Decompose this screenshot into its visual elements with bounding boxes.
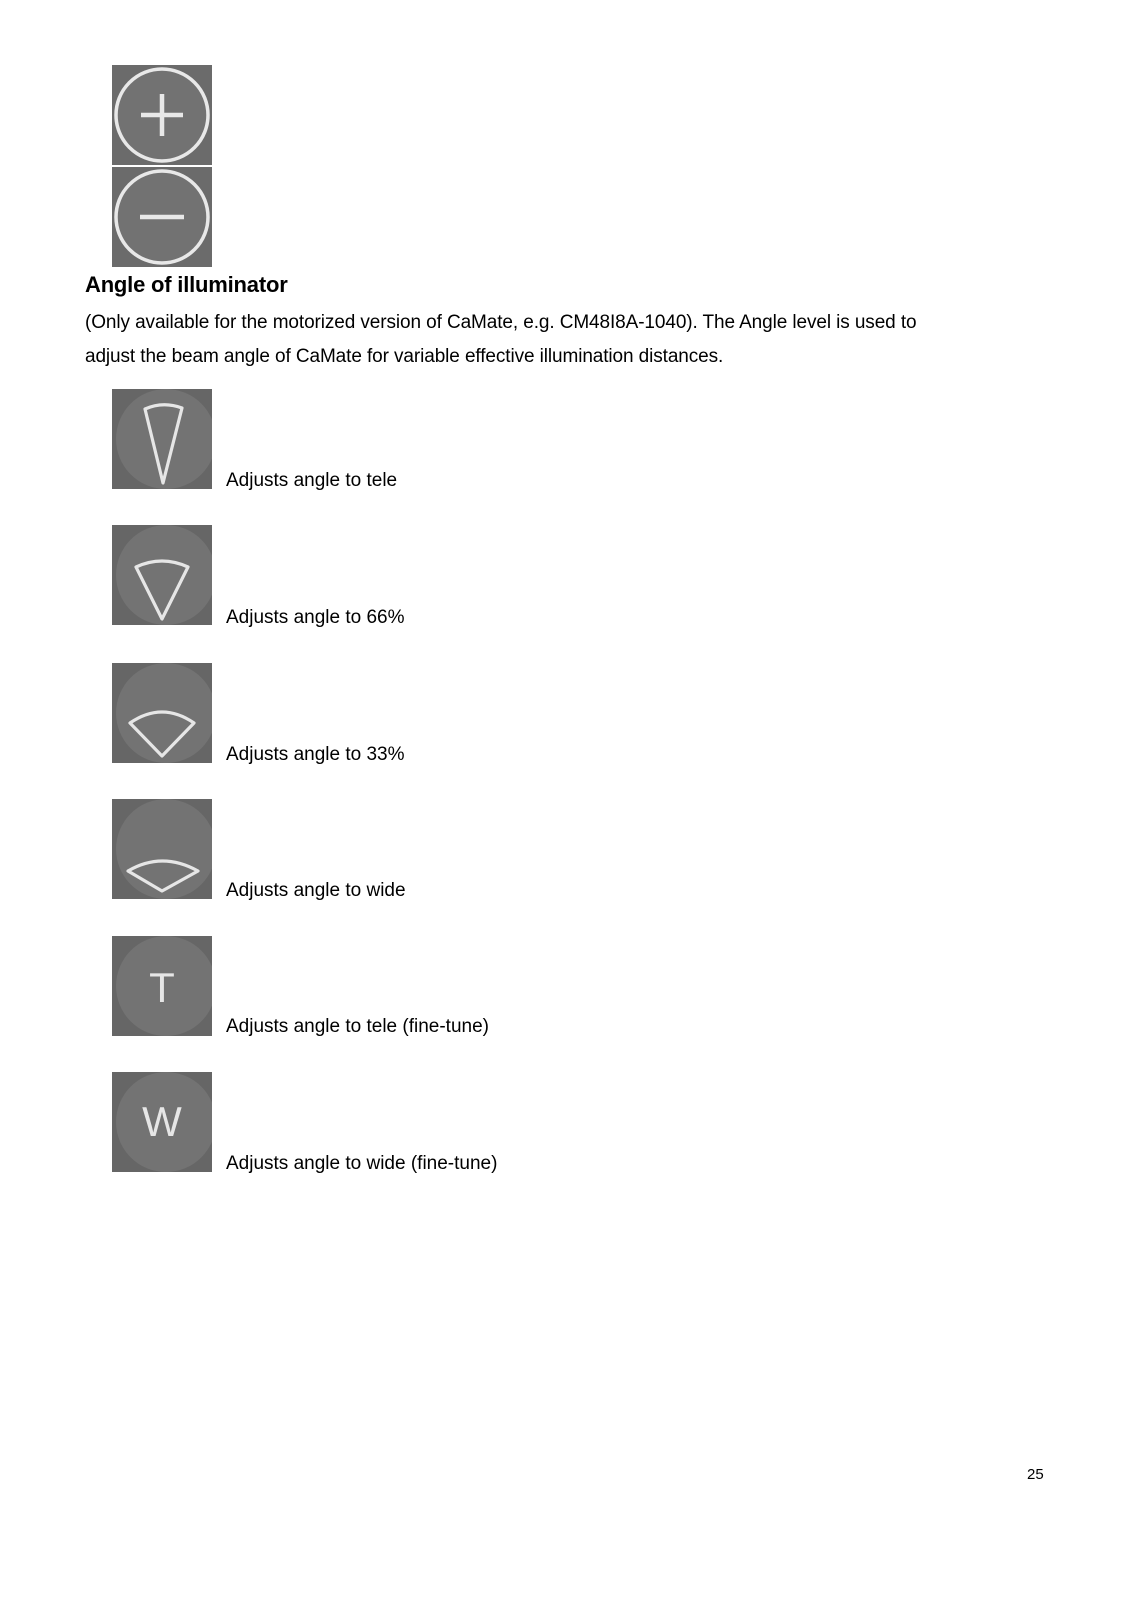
angle-66-icon[interactable]: [112, 525, 212, 625]
section-heading: Angle of illuminator: [85, 272, 288, 297]
angle-wide-icon[interactable]: [112, 799, 212, 899]
description-line-1: (Only available for the motorized version of CaMate, e.g. CM48I8A-1040). The Angle level is used to: [85, 312, 917, 333]
wide-finetune-glyph: W: [142, 1098, 182, 1145]
page-number: 25: [1027, 1466, 1044, 1483]
tele-finetune-label: Adjusts angle to tele (fine-tune): [226, 1016, 489, 1037]
wide-finetune-label: Adjusts angle to wide (fine-tune): [226, 1153, 498, 1174]
angle-tele-label: Adjusts angle to tele: [226, 470, 398, 491]
description-line-2: adjust the beam angle of CaMate for variable effective illumination distances.: [85, 346, 724, 367]
angle-66-label: Adjusts angle to 66%: [226, 607, 405, 628]
angle-33-icon[interactable]: [112, 663, 212, 763]
zoom-in-plus-icon[interactable]: [112, 65, 212, 165]
wide-finetune-w-icon[interactable]: [112, 1072, 212, 1172]
tele-finetune-glyph: T: [149, 964, 175, 1011]
zoom-out-minus-icon[interactable]: [112, 167, 212, 267]
section-description: [85, 306, 1045, 374]
tele-finetune-t-icon[interactable]: [112, 936, 212, 1036]
angle-wide-label: Adjusts angle to wide: [226, 880, 406, 901]
angle-tele-icon[interactable]: [112, 389, 212, 489]
angle-33-label: Adjusts angle to 33%: [226, 744, 405, 765]
